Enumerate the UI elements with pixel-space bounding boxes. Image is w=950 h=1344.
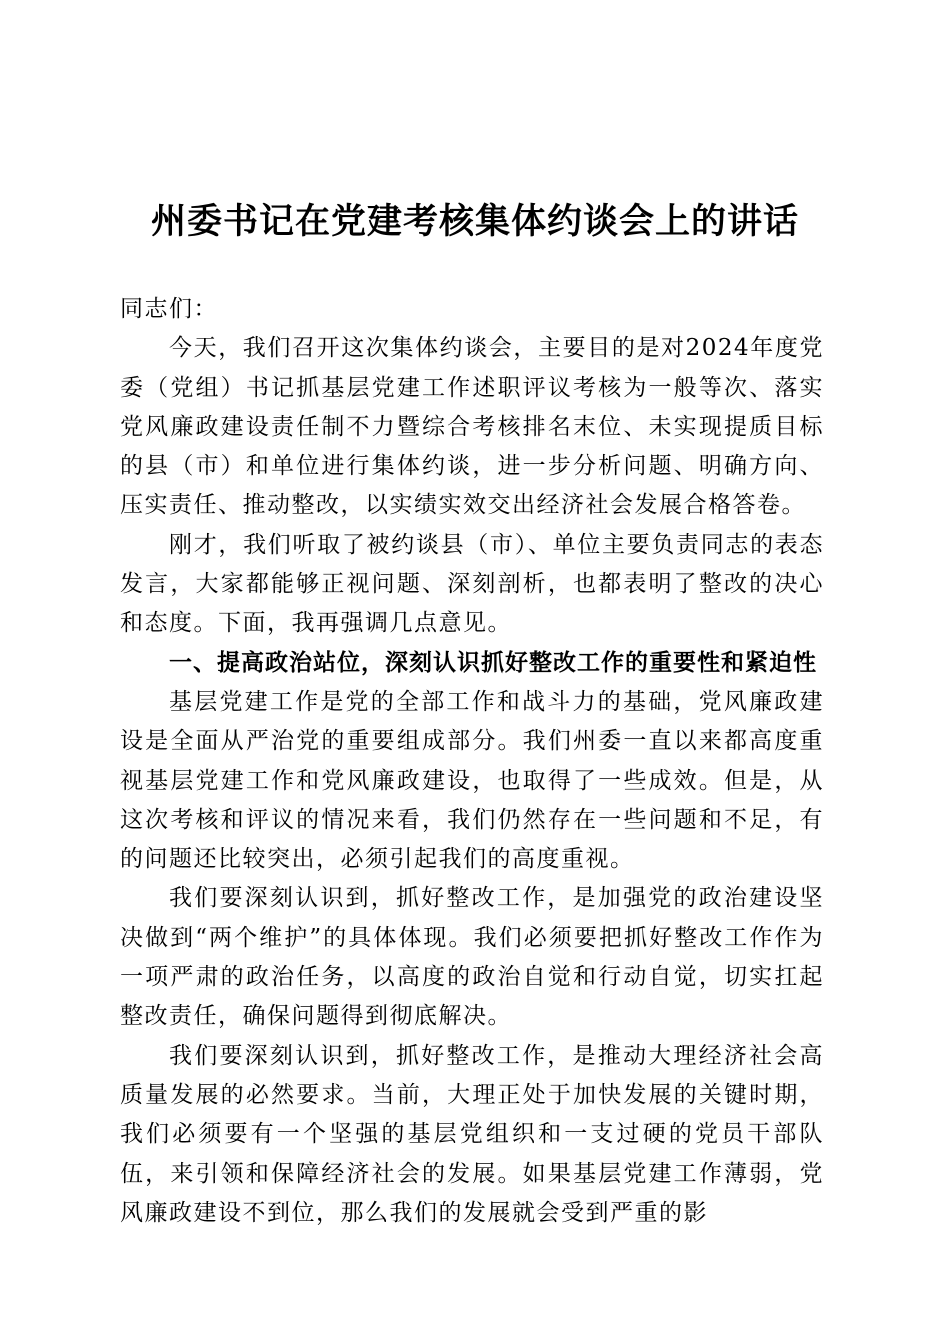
section-heading: 一、提高政治站位，深刻认识抓好整改工作的重要性和紧迫性: [169, 649, 817, 676]
paragraph-remarks: 刚才，我们听取了被约谈县（市）、单位主要负责同志的表态发言，大家都能够正视问题、深刻剖析，也都表明了整改的决心和态度。下面，我再强调几点意见。: [120, 531, 824, 637]
section-paragraph: 我们要深刻认识到，抓好整改工作，是加强党的政治建设坚决做到“两个维护”的具体体现。我们必须要把抓好整改工作作为一项严肃的政治任务，以高度的政治自觉和行动自觉，切实扛起整改责任，确保问题得到彻底解决。: [120, 885, 824, 1030]
salutation: 同志们：: [120, 296, 218, 322]
document-body: [120, 290, 824, 1233]
section-paragraph: 基层党建工作是党的全部工作和战斗力的基础，党风廉政建设是全面从严治党的重要组成部分。我们州委一直以来都高度重视基层党建工作和党风廉政建设，也取得了一些成效。但是，从这次考核和评议的情况来看，我们仍然存在一些问题和不足，有的问题还比较突出，必须引起我们的高度重视。: [120, 688, 824, 873]
document-title: 州委书记在党建考核集体约谈会上的讲话: [150, 201, 799, 242]
paragraph-intro: 今天，我们召开这次集体约谈会，主要目的是对2024年度党委（党组）书记抓基层党建工作述职评议考核为一般等次、落实党风廉政建设责任制不力暨综合考核排名末位、未实现提质目标的县（市）和单位进行集体约谈，进一步分析问题、明确方向、压实责任、推动整改，以实绩实效交出经济社会发展合格答卷。: [120, 335, 824, 519]
section-paragraph: 我们要深刻认识到，抓好整改工作，是推动大理经济社会高质量发展的必然要求。当前，大理正处于加快发展的关键时期，我们必须要有一个坚强的基层党组织和一支过硬的党员干部队伍，来引领和保障经济社会的发展。如果基层党建工作薄弱，党风廉政建设不到位，那么我们的发展就会受到严重的影: [120, 1042, 824, 1226]
